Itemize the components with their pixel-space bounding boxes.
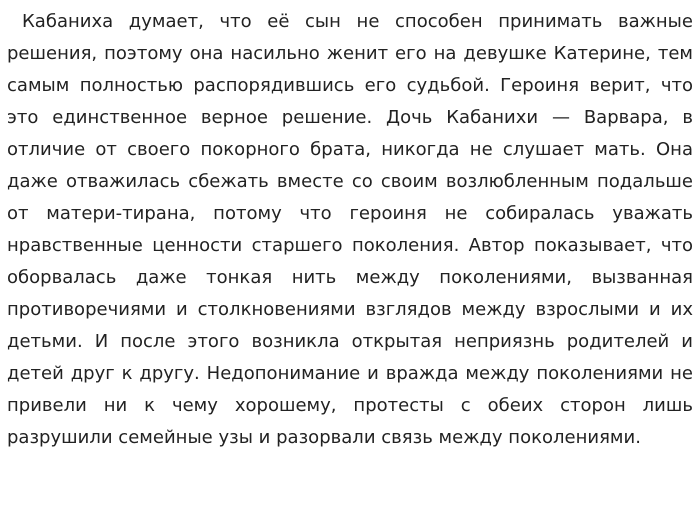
essay-paragraph: Кабаниха думает, что её сын не способен принимать важные решения, поэтому она насильно женит его на девушке Катерине, тем самым полностью распорядившись его судьбой. Героиня верит, что это единственное верное решение. Дочь Кабанихи — Варвара, в отличие от своего покорного брата, никогда не слушает мать. Она даже отважилась сбежать вместе со своим возлюбленным подальше от матери-тирана, потому что героиня не собиралась уважать нравственные ценности старшего поколения. Автор показывает, что оборвалась даже тонкая нить между поколениями, вызванная противоречиями и столкновениями взглядов между взрослыми и их детьми. И после этого возникла открытая неприязнь родителей и детей друг к другу. Недопонимание и вражда между поколениями не привели ни к чему хорошему, протесты с обеих сторон лишь разрушили семейные узы и разорвали связь между поколениями. (7, 11, 693, 448)
document-body (7, 6, 693, 454)
